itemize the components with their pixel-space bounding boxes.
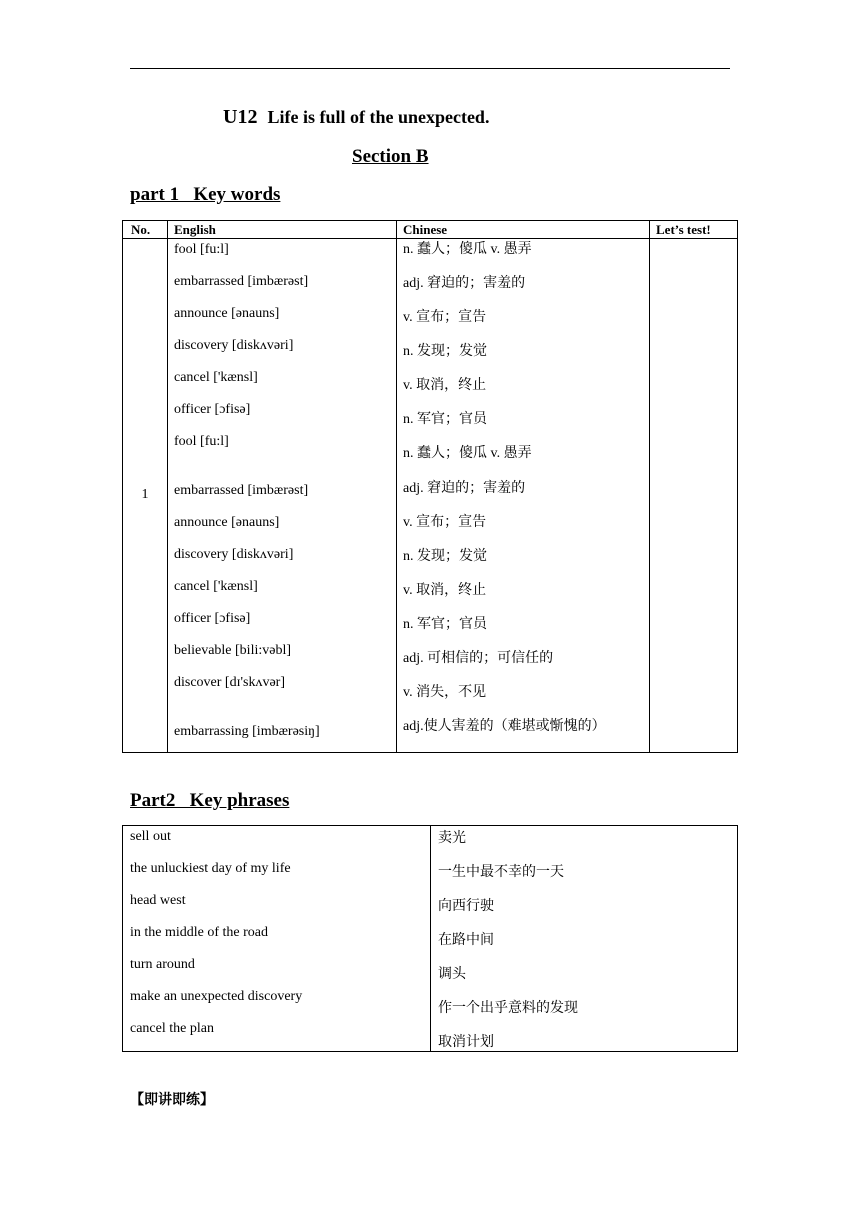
word-entry: embarrassed [imbærəst] <box>174 483 309 498</box>
section-heading: Section B <box>352 146 429 167</box>
word-entry: fool [fu:l] <box>174 434 229 449</box>
header-no: No. <box>131 222 151 237</box>
meaning-entry: n. 发现；发觉 <box>403 344 487 359</box>
word-entry: believable [bili:vəbl] <box>174 643 292 658</box>
part1-heading: part 1 Key words <box>130 184 281 205</box>
part2-heading: Part2 Key phrases <box>130 790 290 811</box>
meaning-entry: n. 军官；官员 <box>403 412 487 427</box>
word-entry: cancel ['kænsl] <box>174 579 258 594</box>
word-entry: embarrassing [imbærəsiŋ] <box>174 724 320 739</box>
unit-label: U12 <box>223 106 258 128</box>
meaning-entry: v. 宣布；宣告 <box>403 310 487 325</box>
phrase-meaning: 调头 <box>438 967 466 982</box>
word-entry: discovery [diskʌvəri] <box>174 547 294 562</box>
word-entry: officer [ɔfisə] <box>174 402 251 417</box>
phrase-meaning: 在路中间 <box>438 933 494 948</box>
meaning-entry: n. 蠢人；傻瓜 v. 愚弄 <box>403 242 532 257</box>
header-english: English <box>174 222 216 237</box>
column-divider <box>396 221 397 752</box>
word-entry: embarrassed [imbærəst] <box>174 274 309 289</box>
unit-title: Life is full of the unexpected. <box>267 107 490 127</box>
phrase-entry: in the middle of the road <box>130 925 269 940</box>
header-divider <box>123 238 737 239</box>
key-words-table <box>122 220 738 753</box>
page-title <box>223 106 489 129</box>
word-entry: announce [ənauns] <box>174 515 280 530</box>
meaning-entry: v. 消失，不见 <box>403 685 487 700</box>
meaning-entry: v. 取消，终止 <box>403 378 487 393</box>
meaning-entry: v. 宣布；宣告 <box>403 515 487 530</box>
column-divider <box>430 826 431 1051</box>
phrase-entry: head west <box>130 893 186 908</box>
key-phrases-table <box>122 825 738 1052</box>
header-chinese: Chinese <box>403 222 448 237</box>
header-rule <box>130 68 730 69</box>
phrase-entry: turn around <box>130 957 195 972</box>
phrase-entry: sell out <box>130 829 171 844</box>
meaning-entry: adj. 窘迫的；害羞的 <box>403 481 526 496</box>
meaning-entry: v. 取消，终止 <box>403 583 487 598</box>
word-entry: officer [ɔfisə] <box>174 611 251 626</box>
word-entry: fool [fu:l] <box>174 242 229 257</box>
meaning-entry: adj. 窘迫的；害羞的 <box>403 276 526 291</box>
practice-label: 【即讲即练】 <box>130 1093 214 1108</box>
phrase-meaning: 向西行驶 <box>438 899 494 914</box>
column-divider <box>649 221 650 752</box>
column-divider <box>167 221 168 752</box>
word-entry: discovery [diskʌvəri] <box>174 338 294 353</box>
header-lets-test: Let’s test! <box>656 222 711 237</box>
row-number: 1 <box>141 487 149 502</box>
phrase-meaning: 卖光 <box>438 831 466 846</box>
phrase-entry: cancel the plan <box>130 1021 214 1036</box>
meaning-entry: adj. 可相信的；可信任的 <box>403 651 554 666</box>
phrase-entry: make an unexpected discovery <box>130 989 303 1004</box>
meaning-entry: n. 蠢人；傻瓜 v. 愚弄 <box>403 446 532 461</box>
meaning-entry: n. 军官；官员 <box>403 617 487 632</box>
meaning-entry: n. 发现；发觉 <box>403 549 487 564</box>
word-entry: discover [dɪ'skʌvər] <box>174 675 285 690</box>
phrase-meaning: 一生中最不幸的一天 <box>438 865 564 880</box>
word-entry: cancel ['kænsl] <box>174 370 258 385</box>
word-entry: announce [ənauns] <box>174 306 280 321</box>
phrase-meaning: 作一个出乎意料的发现 <box>438 1001 578 1016</box>
phrase-meaning: 取消计划 <box>438 1035 494 1050</box>
meaning-entry: adj.使人害羞的（难堪或惭愧的） <box>403 719 606 734</box>
phrase-entry: the unluckiest day of my life <box>130 861 291 876</box>
